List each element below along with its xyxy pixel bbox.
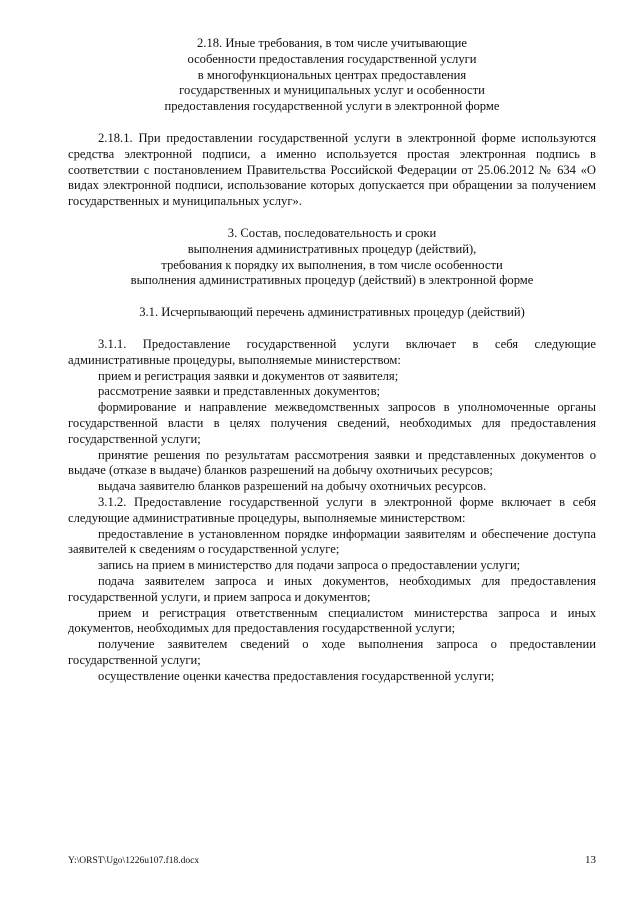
list-item: формирование и направление межведомственных запросов в уполномоченные органы государственной власти в целях получения сведений, необходимых для предоставления государственной услуги; bbox=[68, 400, 596, 446]
list-item: выдача заявителю бланков разрешений на добычу охотничьих ресурсов. bbox=[98, 479, 487, 494]
page-number: 13 bbox=[585, 854, 596, 866]
heading-line: в многофункциональных центрах предоставления bbox=[197, 67, 467, 82]
heading-line: предоставления государственной услуги в электронной форме bbox=[164, 99, 500, 114]
subheading-3-1: 3.1. Исчерпывающий перечень административных процедур (действий) bbox=[139, 305, 525, 320]
list-item: запись на прием в министерство для подачи запроса о предоставлении услуги; bbox=[98, 558, 521, 573]
list-item: рассмотрение заявки и представленных документов; bbox=[98, 384, 381, 399]
heading-line: особенности предоставления государственной услуги bbox=[187, 51, 477, 66]
heading-line: 2.18. Иные требования, в том числе учитывающие bbox=[197, 36, 467, 50]
heading-line: государственных и муниципальных услуг и особенности bbox=[179, 83, 485, 98]
list-item: принятие решения по результатам рассмотрения заявки и представленных документов о выдаче (отказе в выдаче) бланков разрешений на добычу охотничьих ресурсов; bbox=[68, 447, 596, 478]
list-item: прием и регистрация заявки и документов от заявителя; bbox=[98, 368, 399, 383]
list-item: прием и регистрация ответственным специалистом министерства запроса и иных документов, необходимых для предоставления государственной услуги; bbox=[68, 605, 596, 636]
section-3-heading bbox=[68, 226, 596, 289]
list-item: подача заявителем запроса и иных документов, необходимых для предоставления государственной услуги, и прием запроса и документов; bbox=[68, 573, 596, 604]
paragraph-3-1-2: 3.1.2. Предоставление государственной услуги в электронной форме включает в себя следующие административные процедуры, выполняемые министерством: bbox=[68, 494, 596, 525]
list-item: предоставление в установленном порядке информации заявителям и обеспечение доступа заявителей к сведениям о государственной услуге; bbox=[68, 526, 596, 557]
document-body bbox=[68, 36, 596, 684]
list-item: получение заявителем сведений о ходе выполнения запроса о предоставлении государственной услуги; bbox=[68, 637, 596, 667]
footer-file-path: Y:\ORST\Ugo\1226u107.f18.docx bbox=[68, 856, 200, 866]
list-item: осуществление оценки качества предоставления государственной услуги; bbox=[98, 668, 495, 683]
heading-line: требования к порядку их выполнения, в том числе особенности bbox=[161, 257, 503, 272]
paragraph-2-18-1: 2.18.1. При предоставлении государственной услуги в электронной форме используются средства электронной подписи, а именно используется простая электронная подпись в соответствии с постановлением Правительства Российской Федерации от 25.06.2012 № 634 «О видах электронной подписи, использование которых допускается при обращении за получением государственных и муниципальных услуг». bbox=[68, 130, 596, 209]
heading-line: 3. Состав, последовательность и сроки bbox=[227, 225, 437, 240]
heading-line: выполнения административных процедур (действий) в электронной форме bbox=[130, 273, 534, 288]
section-2-18-heading bbox=[68, 36, 596, 115]
heading-line: выполнения административных процедур (действий), bbox=[187, 241, 477, 256]
paragraph-3-1-1: 3.1.1. Предоставление государственной услуги включает в себя следующие административные процедуры, выполняемые министерством: bbox=[68, 336, 596, 367]
